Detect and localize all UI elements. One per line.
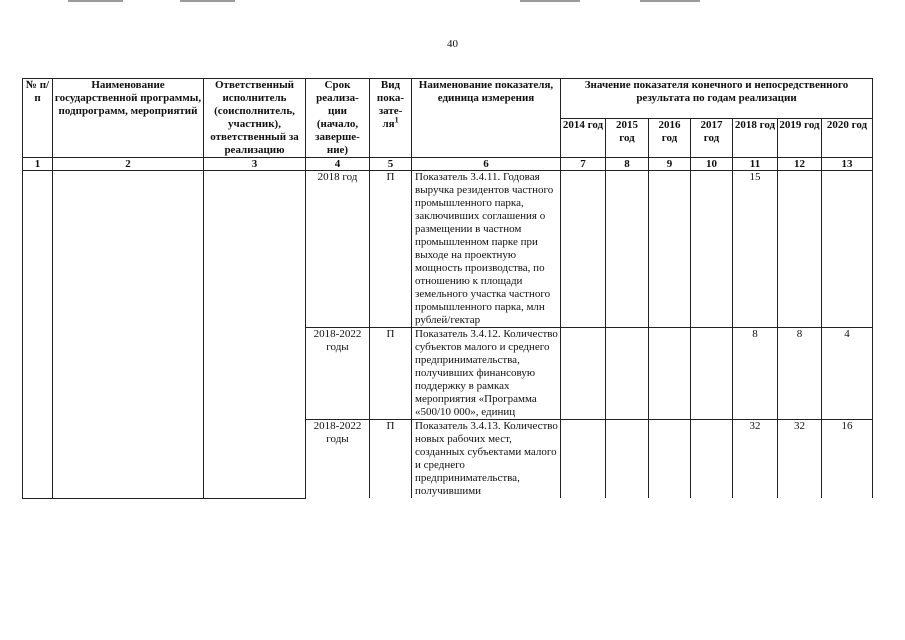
page-number: 40 [447,38,458,50]
cell-indicator-name: Показатель 3.4.11. Годовая выручка резидентов частного промышленного парка, заключивших соглашения о размещении в частном промышленном парке при выходе на проектную мощность производства, по отношению к площади земельного участка частного промышленного парка, млн рублей/гектар [412,171,561,328]
cell-indicator-type: П [370,328,412,420]
header-indicator-type [370,79,412,158]
cell-value: 32 [778,420,822,499]
cell-value [606,328,649,420]
header-year: 2018 год [733,118,778,158]
cell-indicator-type: П [370,420,412,499]
column-number: 11 [733,158,778,171]
cell-value [691,328,733,420]
cell-value: 8 [778,328,822,420]
column-number: 1 [23,158,53,171]
header-year: 2015 год [606,118,649,158]
header-program-name: Наименование государственной программы, подпрограмм, мероприятий [53,79,204,158]
header-year: 2020 год [822,118,873,158]
header-indicator-type-label: Вид пока-зате-ля [376,79,405,130]
column-number: 2 [53,158,204,171]
cell-value [649,420,691,499]
header-term: Срок реализа-ции (начало, заверше-ние) [306,79,370,158]
header-indicator-name: Наименование показателя, единица измерения [412,79,561,158]
cell-value [778,171,822,328]
column-number: 8 [606,158,649,171]
cell-program-empty [53,171,204,499]
column-number: 3 [204,158,306,171]
cell-indicator-type: П [370,171,412,328]
cell-value [822,171,873,328]
page-top-edge [68,0,123,2]
header-year: 2017 год [691,118,733,158]
cell-value [691,420,733,499]
cell-executor-empty [204,171,306,499]
column-number: 4 [306,158,370,171]
column-number: 6 [412,158,561,171]
cell-term: 2018-2022 годы [306,420,370,499]
column-number: 13 [822,158,873,171]
header-year: 2016 год [649,118,691,158]
cell-value: 16 [822,420,873,499]
column-number: 12 [778,158,822,171]
page-top-edge [180,0,235,2]
table-row [23,171,873,328]
cell-value: 15 [733,171,778,328]
header-num: № п/п [23,79,53,158]
header-values-group: Значение показателя конечного и непосредственного результата по годам реализации [561,79,873,119]
cell-term: 2018 год [306,171,370,328]
cell-term: 2018-2022 годы [306,328,370,420]
cell-value: 8 [733,328,778,420]
cell-value [606,171,649,328]
cell-value [649,328,691,420]
cell-value: 4 [822,328,873,420]
cell-value [649,171,691,328]
column-number: 5 [370,158,412,171]
cell-value: 32 [733,420,778,499]
header-year: 2019 год [778,118,822,158]
header-year: 2014 год [561,118,606,158]
page-top-edge [520,0,580,2]
column-numbers-row [23,158,873,171]
cell-indicator-name: Показатель 3.4.12. Количество субъектов малого и среднего предпринимательства, получивших финансовую поддержку в рамках мероприятия «Программа «500/10 000», единиц [412,328,561,420]
header-executor: Ответственный исполнитель (соисполнитель, участник), ответственный за реализацию [204,79,306,158]
cell-value [691,171,733,328]
cell-indicator-name: Показатель 3.4.13. Количество новых рабочих мест, созданных субъектами малого и среднего предпринимательства, получившими [412,420,561,499]
cell-num-empty [23,171,53,499]
page-top-edge [640,0,700,2]
cell-value [561,420,606,499]
cell-value [561,328,606,420]
cell-value [606,420,649,499]
column-number: 9 [649,158,691,171]
header-footnote-mark: 1 [394,115,399,125]
cell-value [561,171,606,328]
column-number: 7 [561,158,606,171]
indicators-table [22,78,873,499]
column-number: 10 [691,158,733,171]
